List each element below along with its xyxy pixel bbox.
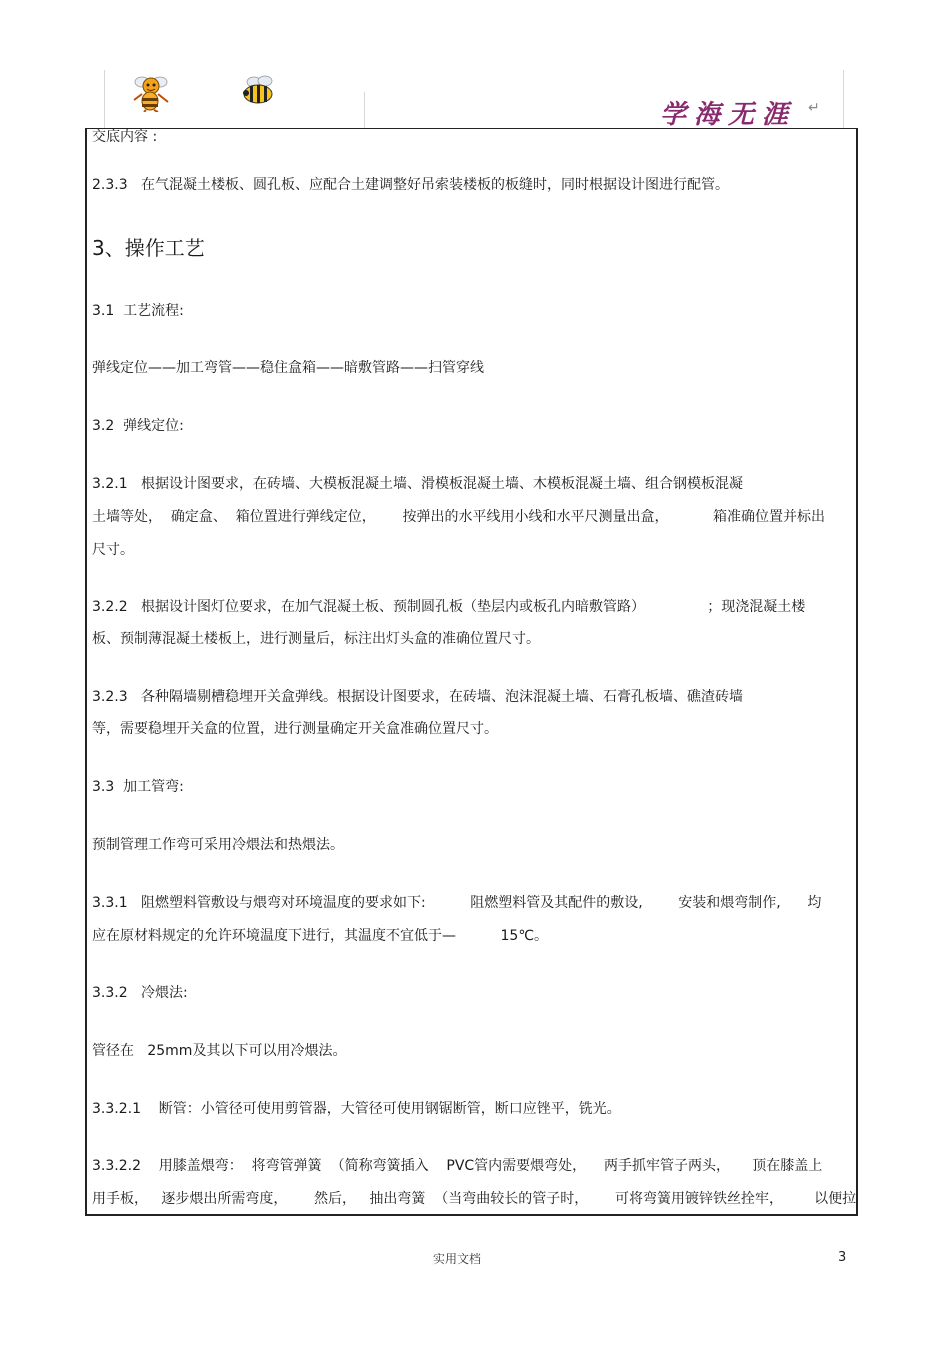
paragraph-3-2-2-line2: 板、预制薄混凝土楼板上，进行测量后，标注出灯头盒的准确位置尺寸。 — [92, 631, 540, 647]
footer-label: 实用文档 — [433, 1252, 482, 1266]
bee-cartoon-icon — [128, 72, 174, 112]
process-flow: 弹线定位——加工弯管——稳住盒箱——暗敷管路——扫管穿线 — [92, 360, 484, 376]
heading-3-2: 3.2 弹线定位: — [92, 418, 184, 434]
paragraph-3-3-2-2-line1: 3.3.2.2 用膝盖煨弯： 将弯管弹簧 （简称弯簧插入 PVC管内需要煨弯处， 两手抓牢管子两头， 顶在膝盖上 — [92, 1158, 823, 1174]
paragraph-3-2-1-line2: 土墙等处， 确定盒、 箱位置进行弹线定位， 按弹出的水平线用小线和水平尺测量出盒， 箱准确位置并标出 — [92, 509, 826, 525]
paragraph-3-3-2-2-line2: 用手板， 逐步煨出所需弯度， 然后， 抽出弯簧 （当弯曲较长的管子时， 可将弯簧用镀锌铁丝拴牢， 以便拉 — [92, 1191, 857, 1207]
page-number: 3 — [838, 1250, 847, 1265]
paragraph-mark: ↵ — [808, 100, 820, 116]
heading-3-3-2: 3.3.2 冷煨法: — [92, 985, 188, 1001]
section-title: 3、操作工艺 — [92, 236, 205, 260]
page-header — [0, 0, 950, 128]
paragraph-3-2-3-line2: 等，需要稳埋开关盒的位置，进行测量确定开关盒准确位置尺寸。 — [92, 721, 498, 737]
bee-small-icon — [238, 74, 278, 106]
heading-3-3: 3.3 加工管弯: — [92, 779, 184, 795]
intro-label: 交底内容 : — [92, 129, 158, 145]
paragraph-3-2-1-line1: 3.2.1 根据设计图要求，在砖墙、大模板混凝土墙、滑模板混凝土墙、木模板混凝土墙、组合钢模板混凝 — [92, 476, 743, 492]
header-divider-middle — [364, 92, 365, 128]
paragraph-3-3-intro: 预制管理工作弯可采用冷煨法和热煨法。 — [92, 837, 344, 853]
heading-3-1: 3.1 工艺流程: — [92, 303, 184, 319]
header-motto: 学海无涯 — [660, 100, 797, 130]
paragraph-3-3-1-line2: 应在原材料规定的允许环境温度下进行，其温度不宜低于— 15℃。 — [92, 928, 549, 944]
paragraph-3-2-2-line1: 3.2.2 根据设计图灯位要求，在加气混凝土板、预制圆孔板（垫层内或板孔内暗敷管路） ；现浇混凝土楼 — [92, 599, 806, 615]
paragraph-3-3-2-1: 3.3.2.1 断管：小管径可使用剪管器，大管径可使用钢锯断管，断口应锉平，铣光。 — [92, 1101, 621, 1117]
header-divider-left — [104, 70, 105, 128]
paragraph-3-2-3-line1: 3.2.3 各种隔墙剔槽稳埋开关盒弹线。根据设计图要求，在砖墙、泡沫混凝土墙、石膏孔板墙、礁渣砖墙 — [92, 689, 743, 705]
paragraph-3-3-2-intro: 管径在 25mm及其以下可以用冷煨法。 — [92, 1043, 347, 1059]
paragraph-3-3-1-line1: 3.3.1 阻燃塑料管敷设与煨弯对环境温度的要求如下: 阻燃塑料管及其配件的敷设, 安装和煨弯制作, 均 — [92, 895, 822, 911]
paragraph-2-3-3: 2.3.3 在气混凝土楼板、圆孔板、应配合土建调整好吊索装楼板的板缝时，同时根据设计图进行配管。 — [92, 177, 729, 193]
paragraph-3-2-1-line3: 尺寸。 — [92, 542, 134, 558]
header-divider-right — [843, 70, 844, 128]
